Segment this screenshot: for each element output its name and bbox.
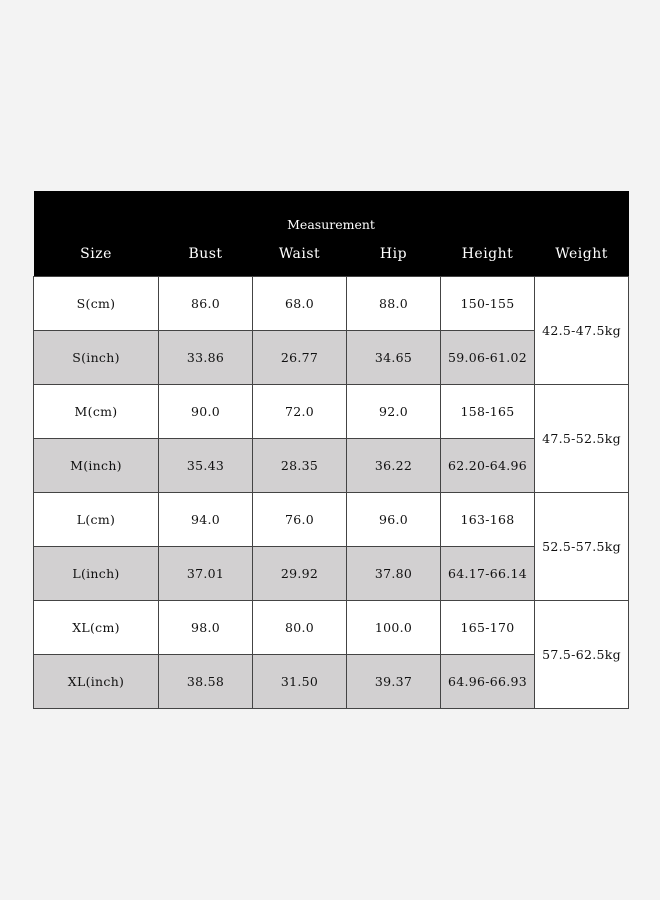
weight-cell: 57.5-62.5kg bbox=[535, 601, 629, 709]
bust-cell: 33.86 bbox=[159, 331, 253, 385]
header-height: Height bbox=[441, 232, 535, 277]
bust-cell: 37.01 bbox=[159, 547, 253, 601]
size-cell: L(inch) bbox=[34, 547, 159, 601]
bust-cell: 35.43 bbox=[159, 439, 253, 493]
bust-cell: 90.0 bbox=[159, 385, 253, 439]
header-bust: Bust bbox=[159, 232, 253, 277]
size-cell: L(cm) bbox=[34, 493, 159, 547]
height-cell: 64.17-66.14 bbox=[441, 547, 535, 601]
waist-cell: 31.50 bbox=[253, 655, 347, 709]
header-row bbox=[34, 232, 629, 277]
height-cell: 158-165 bbox=[441, 385, 535, 439]
waist-cell: 68.0 bbox=[253, 277, 347, 331]
height-cell: 64.96-66.93 bbox=[441, 655, 535, 709]
table-header bbox=[34, 191, 629, 277]
weight-cell: 47.5-52.5kg bbox=[535, 385, 629, 493]
hip-cell: 100.0 bbox=[347, 601, 441, 655]
hip-cell: 36.22 bbox=[347, 439, 441, 493]
hip-cell: 34.65 bbox=[347, 331, 441, 385]
weight-cell: 52.5-57.5kg bbox=[535, 493, 629, 601]
table-row bbox=[34, 385, 629, 439]
header-hip: Hip bbox=[347, 232, 441, 277]
title-row bbox=[34, 191, 629, 232]
header-weight: Weight bbox=[535, 232, 629, 277]
header-size: Size bbox=[34, 232, 159, 277]
size-cell: M(cm) bbox=[34, 385, 159, 439]
hip-cell: 92.0 bbox=[347, 385, 441, 439]
height-cell: 165-170 bbox=[441, 601, 535, 655]
size-cell: M(inch) bbox=[34, 439, 159, 493]
hip-cell: 37.80 bbox=[347, 547, 441, 601]
waist-cell: 26.77 bbox=[253, 331, 347, 385]
weight-cell: 42.5-47.5kg bbox=[535, 277, 629, 385]
table-title: Measurement bbox=[34, 191, 629, 232]
header-waist: Waist bbox=[253, 232, 347, 277]
waist-cell: 28.35 bbox=[253, 439, 347, 493]
waist-cell: 29.92 bbox=[253, 547, 347, 601]
size-cell: XL(cm) bbox=[34, 601, 159, 655]
hip-cell: 96.0 bbox=[347, 493, 441, 547]
bust-cell: 98.0 bbox=[159, 601, 253, 655]
hip-cell: 39.37 bbox=[347, 655, 441, 709]
size-cell: XL(inch) bbox=[34, 655, 159, 709]
bust-cell: 94.0 bbox=[159, 493, 253, 547]
table-row bbox=[34, 493, 629, 547]
size-cell: S(inch) bbox=[34, 331, 159, 385]
bust-cell: 86.0 bbox=[159, 277, 253, 331]
height-cell: 150-155 bbox=[441, 277, 535, 331]
hip-cell: 88.0 bbox=[347, 277, 441, 331]
height-cell: 59.06-61.02 bbox=[441, 331, 535, 385]
size-cell: S(cm) bbox=[34, 277, 159, 331]
height-cell: 62.20-64.96 bbox=[441, 439, 535, 493]
waist-cell: 72.0 bbox=[253, 385, 347, 439]
table-row bbox=[34, 277, 629, 331]
waist-cell: 80.0 bbox=[253, 601, 347, 655]
height-cell: 163-168 bbox=[441, 493, 535, 547]
table-row bbox=[34, 601, 629, 655]
waist-cell: 76.0 bbox=[253, 493, 347, 547]
size-chart-table bbox=[33, 191, 629, 709]
bust-cell: 38.58 bbox=[159, 655, 253, 709]
table-body bbox=[34, 277, 629, 709]
